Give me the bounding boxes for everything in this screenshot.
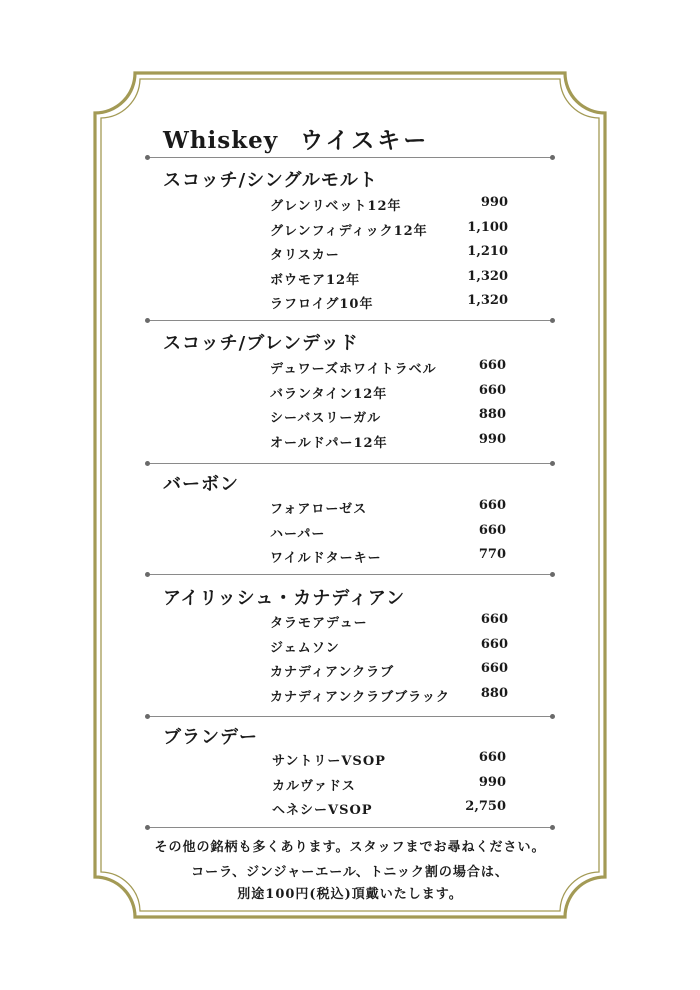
menu-item-price: 660 bbox=[478, 358, 506, 373]
menu-item-price: 1,320 bbox=[467, 268, 508, 284]
menu-item-name: カナディアンクラブ bbox=[270, 665, 395, 680]
menu-item-price: 660 bbox=[478, 522, 506, 538]
menu-item-name: タラモアデュー bbox=[270, 616, 368, 631]
section-divider bbox=[147, 463, 553, 464]
menu-item-price: 660 bbox=[478, 382, 506, 398]
menu-item-price: 990 bbox=[478, 774, 506, 790]
section-divider bbox=[147, 716, 553, 717]
section-title: バーボン bbox=[163, 474, 239, 495]
menu-item-name: ハーパー bbox=[270, 526, 326, 542]
section-title: スコッチ/シングルモルト bbox=[163, 170, 378, 191]
menu-item-price: 880 bbox=[480, 685, 508, 701]
menu-item-price: 660 bbox=[480, 636, 508, 652]
menu-item-name: グレンリベット12年 bbox=[270, 199, 402, 214]
menu-item-price: 660 bbox=[478, 498, 506, 513]
section-title: アイリッシュ・カナディアン bbox=[163, 588, 406, 609]
menu-item-price: 770 bbox=[478, 547, 506, 562]
menu-item-name: バランタイン12年 bbox=[270, 386, 388, 402]
menu-item-name: ヘネシーVSOP bbox=[272, 803, 373, 818]
section-divider bbox=[147, 827, 553, 828]
title-japanese: ウイスキー bbox=[300, 127, 430, 154]
section-divider bbox=[147, 157, 553, 158]
menu-item-name: オールドパー12年 bbox=[270, 435, 388, 451]
section-title: スコッチ/ブレンデッド bbox=[163, 333, 359, 354]
section-title: ブランデー bbox=[163, 727, 258, 748]
section-divider bbox=[147, 320, 553, 321]
menu-item-name: フォアローゼス bbox=[270, 502, 368, 517]
menu-item-price: 990 bbox=[480, 195, 508, 210]
menu-item-price: 660 bbox=[478, 750, 506, 765]
menu-item-name: ラフロイグ10年 bbox=[270, 297, 374, 312]
title-english: Whiskey bbox=[163, 127, 279, 154]
menu-item-price: 990 bbox=[478, 431, 506, 447]
menu-item-name: グレンフィディック12年 bbox=[270, 223, 428, 239]
menu-item-name: シーバスリーガル bbox=[270, 411, 382, 426]
menu-item-name: デュワーズホワイトラベル bbox=[270, 362, 437, 377]
menu-item-price: 660 bbox=[480, 661, 508, 676]
footer-note-3: 別途100円(税込)頂戴いたします。 bbox=[237, 887, 463, 902]
menu-item-name: タリスカー bbox=[270, 248, 340, 263]
menu-item-price: 2,750 bbox=[465, 799, 506, 814]
menu-item-name: サントリーVSOP bbox=[272, 754, 386, 769]
menu-item-name: ジェムソン bbox=[270, 640, 340, 656]
section-divider bbox=[147, 574, 553, 575]
footer-note-2: コーラ、ジンジャーエール、トニック割の場合は、 bbox=[191, 865, 509, 880]
menu-item-name: ワイルドターキー bbox=[270, 551, 382, 566]
menu-item-name: ボウモア12年 bbox=[270, 272, 361, 288]
menu-item-price: 1,100 bbox=[467, 219, 508, 235]
menu-item-price: 880 bbox=[478, 407, 506, 422]
page-title bbox=[163, 122, 429, 155]
menu-item-price: 660 bbox=[480, 612, 508, 627]
menu-item-price: 1,320 bbox=[467, 293, 508, 308]
menu-item-name: カナディアンクラブブラック bbox=[270, 689, 450, 705]
footer-note-1: その他の銘柄も多くあります。スタッフまでお尋ねください。 bbox=[154, 840, 546, 855]
menu-item-price: 1,210 bbox=[467, 244, 508, 259]
menu-item-name: カルヴァドス bbox=[272, 778, 356, 794]
